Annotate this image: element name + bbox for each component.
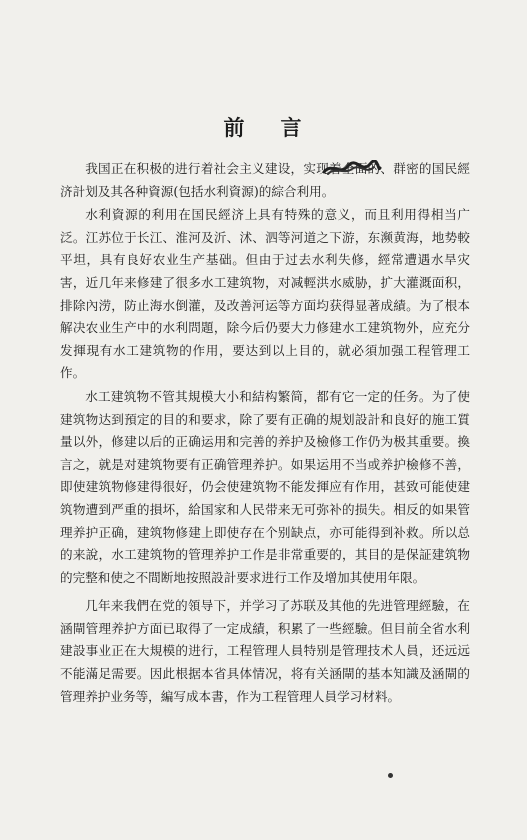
page-title bbox=[0, 112, 527, 142]
preface-body bbox=[60, 158, 470, 709]
paragraph-4: 几年来我們在党的領导下，并学习了苏联及其他的先进管理經驗，在涵閘管理养护方面已取得了一定成績，积累了一些經驗。但目前全省水利建設事业正在大規模的进行，工程管理人員特别是管理技术人員，还远远不能滿足需要。因此根据本省具体情况，将有关涵閘的基本知識及涵閘的管理养护业务等，編写成本書，作为工程管理人員学习材料。 bbox=[60, 598, 470, 704]
title-char-2: 言 bbox=[280, 115, 304, 140]
paragraph-2: 水利資源的利用在国民經济上具有特殊的意义，而且利用得相当广泛。江苏位于长江、淮河及沂、沭、泗等河道之下游，东濒黄海，地势較平坦，具有良好农业生产基础。但由于过去水利失修，經常遭遇水旱灾害，近几年来修建了很多水工建筑物，对减輕洪水威胁，扩大灌溉面积，排除內涝，防止海水倒灌，及改善河运等方面均获得显著成績。为了根本解决农业生产中的水利問題，除今后仍要大力修建水工建筑物外，应充分发揮現有水工建筑物的作用，要达到以上目的，就必須加强工程管理工作。 bbox=[60, 207, 470, 381]
paragraph-3: 水工建筑物不管其規模大小和結构繁简，都有它一定的任务。为了使建筑物达到預定的目的和要求，除了要有正确的規划設計和良好的施工質量以外，修建以后的正确运用和完善的养护及檢修工作仍为极其重要。換言之，就是对建筑物要有正确管理养护。如果运用不当或养护檢修不善，即使建筑物修建得很好，仍会使建筑物不能发揮应有作用，甚致可能使建筑物遭到严重的損坏，給国家和人民带来无可弥补的损失。相反的如果管理养护正确，建筑物修建上即使存在个别缺点，亦可能得到补救。所以总的来說，水工建筑物的管理养护工作是非常重要的，其目的是保証建筑物的完整和使之不間断地按照設計要求进行工作及增加其使用年限。 bbox=[60, 388, 470, 585]
paragraph-1: 我国正在积极的进行着社会主义建设，实现着全面的、群密的国民經济計划及其各种資源(包括水利資源)的綜合利用。 bbox=[60, 161, 470, 199]
ink-dot-mark bbox=[388, 773, 393, 778]
title-char-1: 前 bbox=[223, 115, 247, 140]
ink-scribble-mark bbox=[322, 160, 382, 178]
